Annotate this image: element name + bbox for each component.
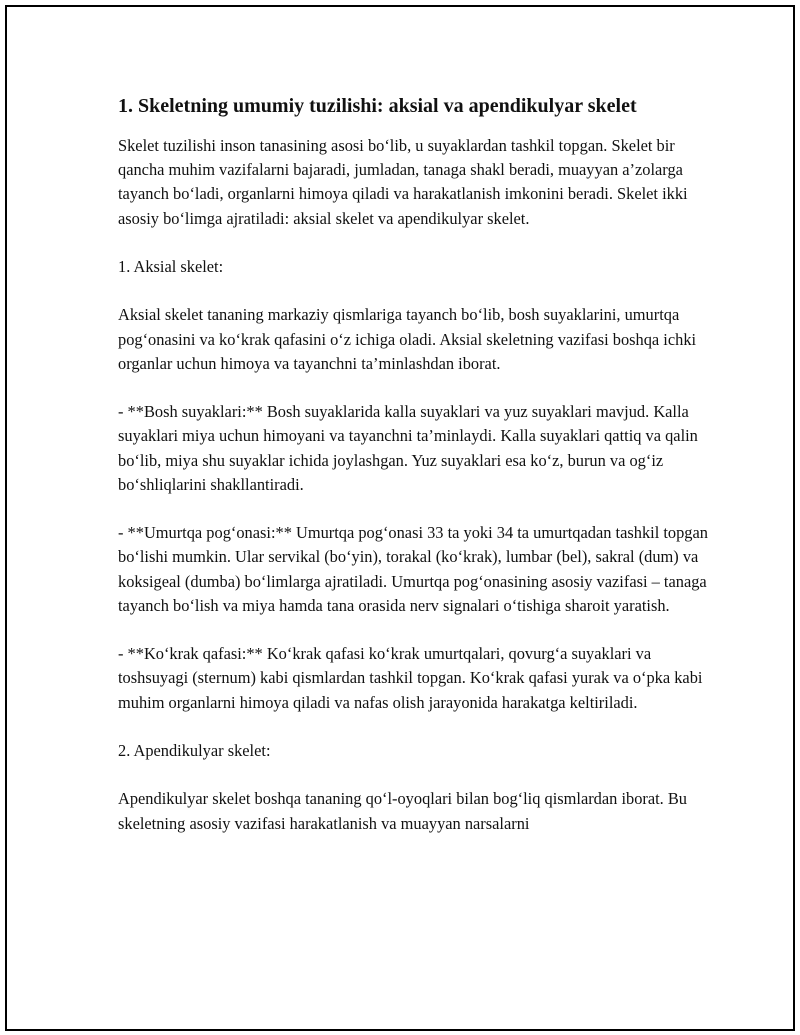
intro-paragraph: Skelet tuzilishi inson tanasining asosi bo‘lib, u suyaklardan tashkil topgan. Skelet bir qancha muhim vazifalarni bajaradi, jumladan, tanaga shakl beradi, muayyan a’zolarga tayanch bo‘ladi, organlarni himoya qiladi va harakatlanish imkonini beradi. Skelet ikki asosiy bo‘limga ajratiladi: aksial skelet va apendikulyar skelet. [118, 136, 688, 228]
thorax-paragraph: - **Ko‘krak qafasi:** Ko‘krak qafasi ko‘krak umurtqalari, qovurg‘a suyaklari va toshsuyagi (sternum) kabi qismlardan tashkil topgan. Ko‘krak qafasi yurak va o‘pka kabi muhim organlarni himoya qiladi va nafas olish jarayonida harakatga keltiriladi. [118, 644, 703, 712]
appendicular-paragraph: Apendikulyar skelet boshqa tananing qo‘l-oyoqlari bilan bog‘liq qismlardan iborat. Bu skeletning asosiy vazifasi harakatlanish va muayyan narsalarni [118, 789, 687, 833]
skull-bones-paragraph: - **Bosh suyaklari:** Bosh suyaklarida kalla suyaklari va yuz suyaklari mavjud. Kalla suyaklari miya uchun himoyani va tayanchni ta’minlaydi. Kalla suyaklari qattiq va qalin bo‘lib, miya shu suyaklar ichida joylashgan. Yuz suyaklari esa ko‘z, burun va og‘iz bo‘shliqlarini shakllantiradi. [118, 402, 698, 494]
spine-paragraph: - **Umurtqa pog‘onasi:** Umurtqa pog‘onasi 33 ta yoki 34 ta umurtqadan tashkil topgan bo‘lishi mumkin. Ular servikal (bo‘yin), torakal (ko‘krak), lumbar (bel), sakral (dum) va koksigeal (dumba) bo‘limlarga ajratiladi. Umurtqa pog‘onasining asosiy vazifasi – tanaga tayanch bo‘lish va miya hamda tana orasida nerv signalari o‘tishiga sharoit yaratish. [118, 523, 708, 615]
document-body [118, 92, 708, 860]
axial-paragraph: Aksial skelet tananing markaziy qismlariga tayanch bo‘lib, bosh suyaklarini, umurtqa pog‘onasini va ko‘krak qafasini o‘z ichiga oladi. Aksial skeletning vazifasi boshqa ichki organlar uchun himoya va tayanchni ta’minlashdan iborat. [118, 305, 697, 373]
section-heading-appendicular: 2. Apendikulyar skelet: [118, 740, 271, 760]
section-heading-axial: 1. Aksial skelet: [118, 257, 224, 276]
document-title: 1. Skeletning umumiy tuzilishi: aksial va apendikulyar skelet [118, 95, 637, 117]
